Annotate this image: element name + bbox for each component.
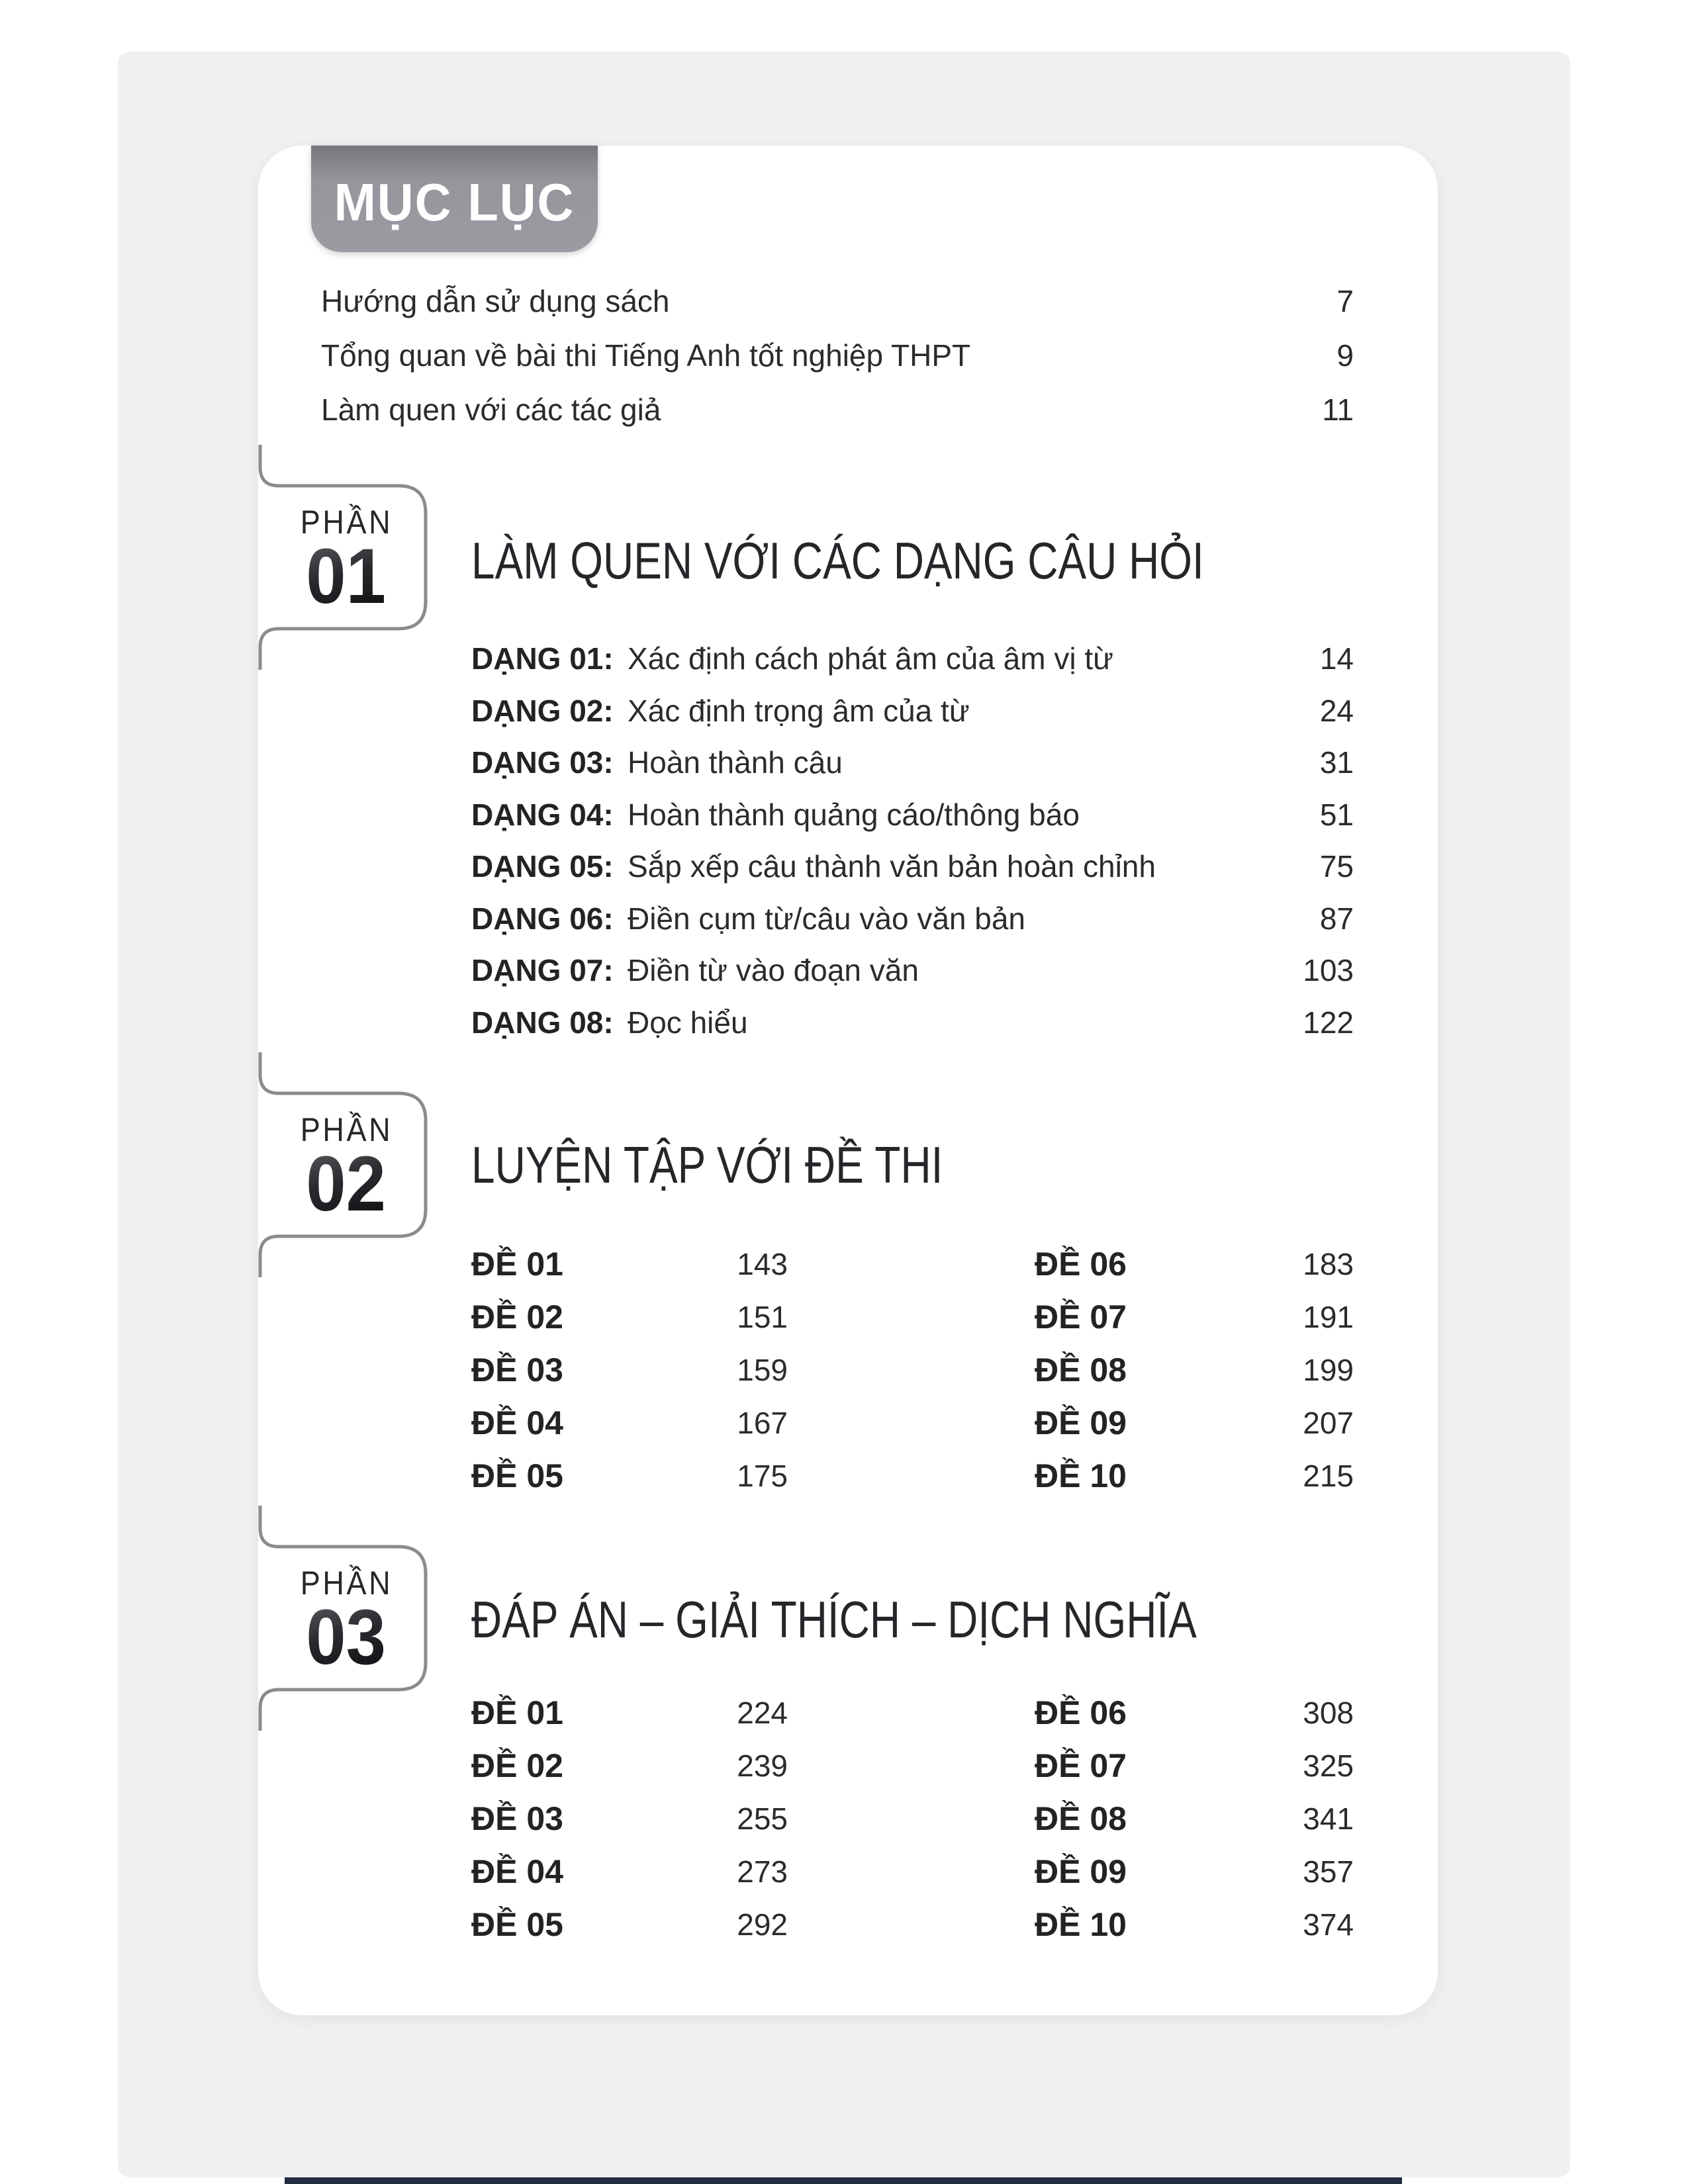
exam-label: ĐỀ 10 bbox=[1035, 1457, 1127, 1494]
exam-label: ĐỀ 02 bbox=[471, 1747, 563, 1784]
exam-label: ĐỀ 02 bbox=[471, 1298, 563, 1336]
exam-label: ĐỀ 05 bbox=[471, 1906, 563, 1943]
question-type-row bbox=[471, 685, 1354, 737]
exam-label: ĐỀ 09 bbox=[1035, 1404, 1127, 1441]
exam-label: ĐỀ 03 bbox=[471, 1351, 563, 1388]
exam-label: ĐỀ 08 bbox=[1035, 1800, 1127, 1837]
exam-page: 215 bbox=[1303, 1459, 1354, 1493]
page-title: MỤC LỤC bbox=[334, 172, 575, 232]
exam-label: ĐỀ 03 bbox=[471, 1800, 563, 1837]
exam-page: 199 bbox=[1303, 1353, 1354, 1387]
toc-entry-page: 9 bbox=[1336, 338, 1354, 373]
exam-page: 175 bbox=[737, 1459, 788, 1493]
exam-label: ĐỀ 04 bbox=[471, 1404, 563, 1441]
exam-label: ĐỀ 06 bbox=[1035, 1694, 1127, 1731]
part-tab-label: PHẦN bbox=[300, 504, 393, 541]
question-type-row bbox=[471, 997, 1354, 1049]
question-type-page: 122 bbox=[1303, 1005, 1354, 1040]
question-type-page: 24 bbox=[1319, 693, 1354, 728]
question-type-page: 75 bbox=[1319, 849, 1354, 884]
intro-list bbox=[321, 274, 1354, 437]
exam-page: 292 bbox=[737, 1907, 788, 1942]
part-tab-1 bbox=[258, 445, 434, 670]
exam-row bbox=[471, 1845, 1354, 1898]
question-type-row bbox=[471, 789, 1354, 841]
exam-page: 224 bbox=[737, 1696, 788, 1730]
exam-page: 255 bbox=[737, 1801, 788, 1836]
part-tab-2 bbox=[258, 1052, 434, 1277]
question-type-desc: Đọc hiểu bbox=[628, 1005, 748, 1040]
toc-entry bbox=[321, 274, 1354, 328]
question-type-desc: Điền từ vào đoạn văn bbox=[628, 953, 919, 988]
answer-table bbox=[471, 1686, 1354, 1951]
exam-label: ĐỀ 06 bbox=[1035, 1246, 1127, 1283]
question-type-desc: Xác định cách phát âm của âm vị từ bbox=[628, 641, 1113, 676]
part-tab-label: PHẦN bbox=[300, 1565, 393, 1602]
question-type-row bbox=[471, 841, 1354, 893]
exam-label: ĐỀ 05 bbox=[471, 1457, 563, 1494]
exam-row bbox=[471, 1343, 1354, 1396]
exam-label: ĐỀ 07 bbox=[1035, 1747, 1127, 1784]
exam-row bbox=[471, 1291, 1354, 1343]
question-type-page: 51 bbox=[1319, 797, 1354, 832]
exam-page: 273 bbox=[737, 1854, 788, 1889]
bottom-accent-bar bbox=[285, 2177, 1402, 2184]
part-tab-number: 01 bbox=[306, 533, 387, 620]
exam-page: 357 bbox=[1303, 1854, 1354, 1889]
question-type-row bbox=[471, 633, 1354, 685]
question-type-label: DẠNG 02: bbox=[471, 693, 614, 728]
exam-page: 159 bbox=[737, 1353, 788, 1387]
question-type-row bbox=[471, 893, 1354, 945]
exam-label: ĐỀ 08 bbox=[1035, 1351, 1127, 1388]
exam-row bbox=[471, 1792, 1354, 1845]
exam-table bbox=[471, 1238, 1354, 1502]
question-type-label: DẠNG 07: bbox=[471, 953, 614, 988]
question-type-label: DẠNG 06: bbox=[471, 901, 614, 936]
exam-page: 167 bbox=[737, 1406, 788, 1440]
exam-page: 191 bbox=[1303, 1300, 1354, 1334]
exam-label: ĐỀ 01 bbox=[471, 1694, 563, 1731]
question-type-page: 103 bbox=[1303, 953, 1354, 988]
question-type-desc: Xác định trọng âm của từ bbox=[628, 693, 970, 728]
part-tab-3 bbox=[258, 1506, 434, 1731]
exam-label: ĐỀ 09 bbox=[1035, 1853, 1127, 1890]
section-title: LUYỆN TẬP VỚI ĐỀ THI bbox=[471, 1136, 943, 1194]
exam-row bbox=[471, 1739, 1354, 1792]
question-type-label: DẠNG 08: bbox=[471, 1005, 614, 1040]
exam-page: 183 bbox=[1303, 1247, 1354, 1281]
question-type-label: DẠNG 01: bbox=[471, 641, 614, 676]
exam-page: 143 bbox=[737, 1247, 788, 1281]
question-type-label: DẠNG 05: bbox=[471, 849, 614, 884]
toc-entry-page: 7 bbox=[1336, 284, 1354, 318]
exam-page: 325 bbox=[1303, 1749, 1354, 1783]
toc-entry bbox=[321, 328, 1354, 383]
toc-entry-page: 11 bbox=[1322, 392, 1354, 427]
question-type-desc: Hoàn thành quảng cáo/thông báo bbox=[628, 797, 1080, 832]
question-type-desc: Điền cụm từ/câu vào văn bản bbox=[628, 901, 1026, 936]
toc-title-badge bbox=[311, 146, 598, 252]
toc-entry bbox=[321, 383, 1354, 437]
question-type-row bbox=[471, 737, 1354, 789]
section-title: ĐÁP ÁN – GIẢI THÍCH – DỊCH NGHĨA bbox=[471, 1590, 1197, 1649]
exam-row bbox=[471, 1686, 1354, 1739]
question-type-label: DẠNG 04: bbox=[471, 797, 614, 832]
exam-page: 341 bbox=[1303, 1801, 1354, 1836]
part-tab-number: 03 bbox=[306, 1594, 387, 1681]
exam-page: 239 bbox=[737, 1749, 788, 1783]
question-type-page: 87 bbox=[1319, 901, 1354, 936]
question-type-desc: Hoàn thành câu bbox=[628, 745, 843, 780]
question-type-page: 14 bbox=[1319, 641, 1354, 676]
exam-page: 374 bbox=[1303, 1907, 1354, 1942]
exam-row bbox=[471, 1449, 1354, 1502]
exam-page: 308 bbox=[1303, 1696, 1354, 1730]
toc-entry-label: Tổng quan về bài thi Tiếng Anh tốt nghiệp THPT bbox=[321, 338, 971, 373]
question-type-desc: Sắp xếp câu thành văn bản hoàn chỉnh bbox=[628, 849, 1156, 884]
exam-label: ĐỀ 07 bbox=[1035, 1298, 1127, 1336]
exam-label: ĐỀ 10 bbox=[1035, 1906, 1127, 1943]
toc-entry-label: Làm quen với các tác giả bbox=[321, 392, 661, 427]
question-type-list bbox=[471, 633, 1354, 1048]
exam-label: ĐỀ 04 bbox=[471, 1853, 563, 1890]
exam-row bbox=[471, 1396, 1354, 1449]
exam-row bbox=[471, 1238, 1354, 1291]
toc-card bbox=[258, 146, 1438, 2015]
exam-label: ĐỀ 01 bbox=[471, 1246, 563, 1283]
exam-page: 207 bbox=[1303, 1406, 1354, 1440]
question-type-row bbox=[471, 944, 1354, 997]
section-title: LÀM QUEN VỚI CÁC DẠNG CÂU HỎI bbox=[471, 531, 1204, 590]
part-tab-number: 02 bbox=[306, 1140, 387, 1228]
question-type-label: DẠNG 03: bbox=[471, 745, 614, 780]
part-tab-label: PHẦN bbox=[300, 1111, 393, 1148]
question-type-page: 31 bbox=[1319, 745, 1354, 780]
toc-entry-label: Hướng dẫn sử dụng sách bbox=[321, 284, 670, 318]
exam-row bbox=[471, 1898, 1354, 1951]
exam-page: 151 bbox=[737, 1300, 788, 1334]
